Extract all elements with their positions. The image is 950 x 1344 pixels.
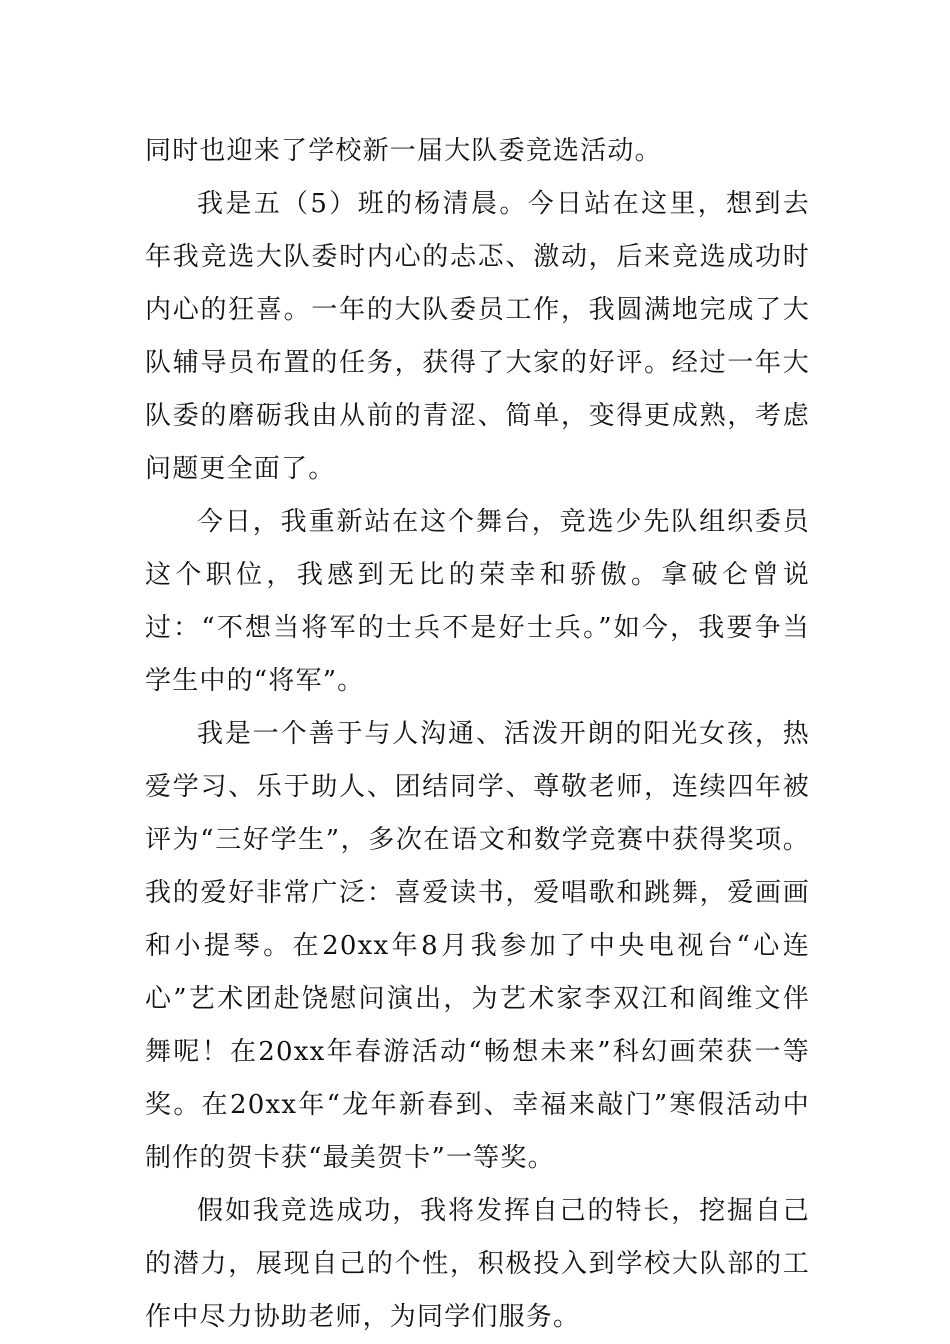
paragraph-self-introduction: 我是五（5）班的杨清晨。今日站在这里，想到去年我竞选大队委时内心的忐忑、激动，后来竞选成功时内心的狂喜。一年的大队委员工作，我圆满地完成了大队辅导员布置的任务，获得了大家的好评。经过一年大队委的磨砺我由从前的青涩、简单，变得更成熟，考虑问题更全面了。 bbox=[145, 189, 810, 484]
paragraph-commitment: 假如我竞选成功，我将发挥自己的特长，挖掘自己的潜力，展现自己的个性，积极投入到学校大队部的工作中尽力协助老师，为同学们服务。 bbox=[145, 1196, 810, 1332]
paragraph-personal-achievements: 我是一个善于与人沟通、活泼开朗的阳光女孩，热爱学习、乐于助人、团结同学、尊敬老师，连续四年被评为“三好学生”，多次在语文和数学竞赛中获得奖项。我的爱好非常广泛：喜爱读书，爱唱歌和跳舞，爱画画和小提琴。在20xx年8月我参加了中央电视台“心连心”艺术团赴饶慰问演出，为艺术家李双江和阎维文伴舞呢！在20xx年春游活动“畅想未来”科幻画荣获一等奖。在20xx年“龙年新春到、幸福来敲门”寒假活动中制作的贺卡获“最美贺卡”一等奖。 bbox=[145, 719, 810, 1173]
paragraph-continuation: 同时也迎来了学校新一届大队委竞选活动。 bbox=[145, 136, 662, 166]
document-body bbox=[145, 125, 810, 1344]
paragraph-campaign-position: 今日，我重新站在这个舞台，竞选少先队组织委员这个职位，我感到无比的荣幸和骄傲。拿破仑曾说过：“不想当将军的士兵不是好士兵。”如今，我要争当学生中的“将军”。 bbox=[145, 507, 810, 696]
